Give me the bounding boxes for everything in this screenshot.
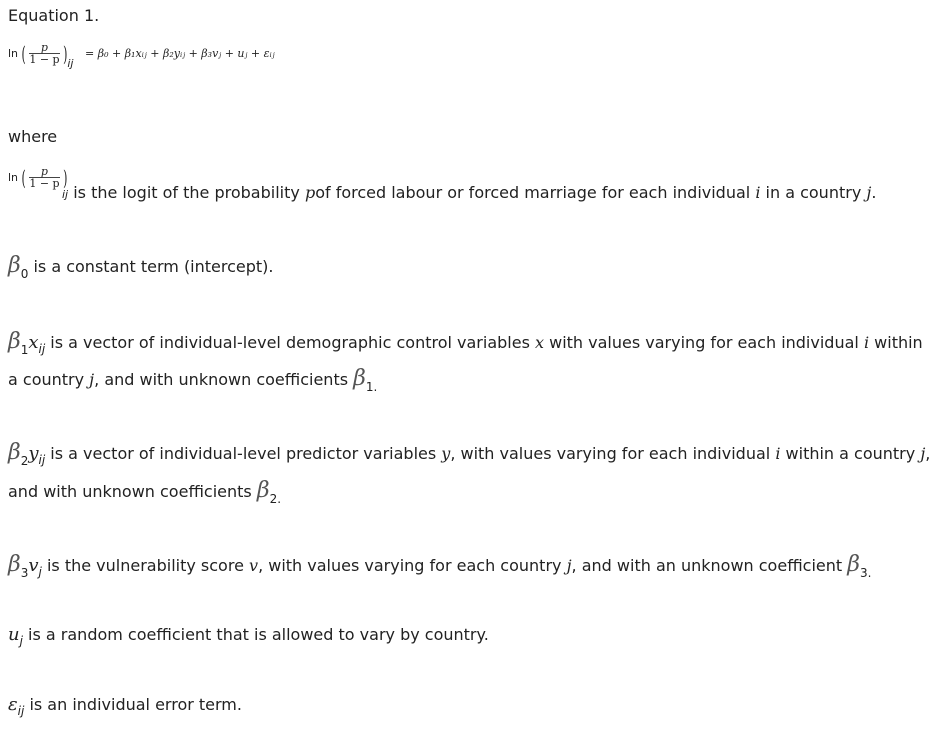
beta0-definition: $\beta_0$ is a constant term (intercept).: [8, 253, 274, 281]
beta1-definition-line1: $\beta_1x_{ij}$ is a vector of individual-level demographic control variables x with values varying for each individual i within: [8, 329, 923, 357]
logit-fraction: $\frac{p}{1 - p}$: [29, 41, 60, 66]
where-label: where: [8, 127, 58, 146]
beta2-definition-line1: $\beta_2y_{ij}$ is a vector of individual-level predictor variables y, with values varying for each individual i within a country j,: [8, 440, 930, 468]
equation-rhs: = β₀ + β₁xᵢⱼ + β₂yᵢⱼ + β₃vⱼ + uⱼ + εᵢⱼ: [85, 47, 275, 60]
beta3-definition: $\beta_3v_j$ is the vulnerability score v, with values varying for each country j, and with an unknown coefficient $\beta_{3.}$: [8, 552, 872, 580]
u-definition: $u_j$ is a random coefficient that is allowed to vary by country.: [8, 624, 489, 648]
main-equation: ln ( $\frac{p}{1 - p}$ )ij = β₀ + β₁xᵢⱼ + β₂yᵢⱼ + β₃vⱼ + uⱼ + εᵢⱼ: [8, 41, 275, 70]
beta2-definition-line2: and with unknown coefficients $\beta_{2.}$: [8, 478, 282, 506]
equation-heading: Equation 1.: [8, 6, 100, 25]
logit-definition: ij is the logit of the probability pof forced labour or forced marriage for each individual i in a country j.: [62, 183, 877, 202]
logit-symbol: ln ( $\frac{p}{1 - p}$ ): [8, 165, 68, 191]
beta1-definition-line2: a country j, and with unknown coefficients $\beta_{1.}$: [8, 366, 378, 394]
ln-label: ln: [8, 47, 19, 60]
epsilon-definition: $\varepsilon_{ij}$ is an individual error term.: [8, 694, 242, 718]
